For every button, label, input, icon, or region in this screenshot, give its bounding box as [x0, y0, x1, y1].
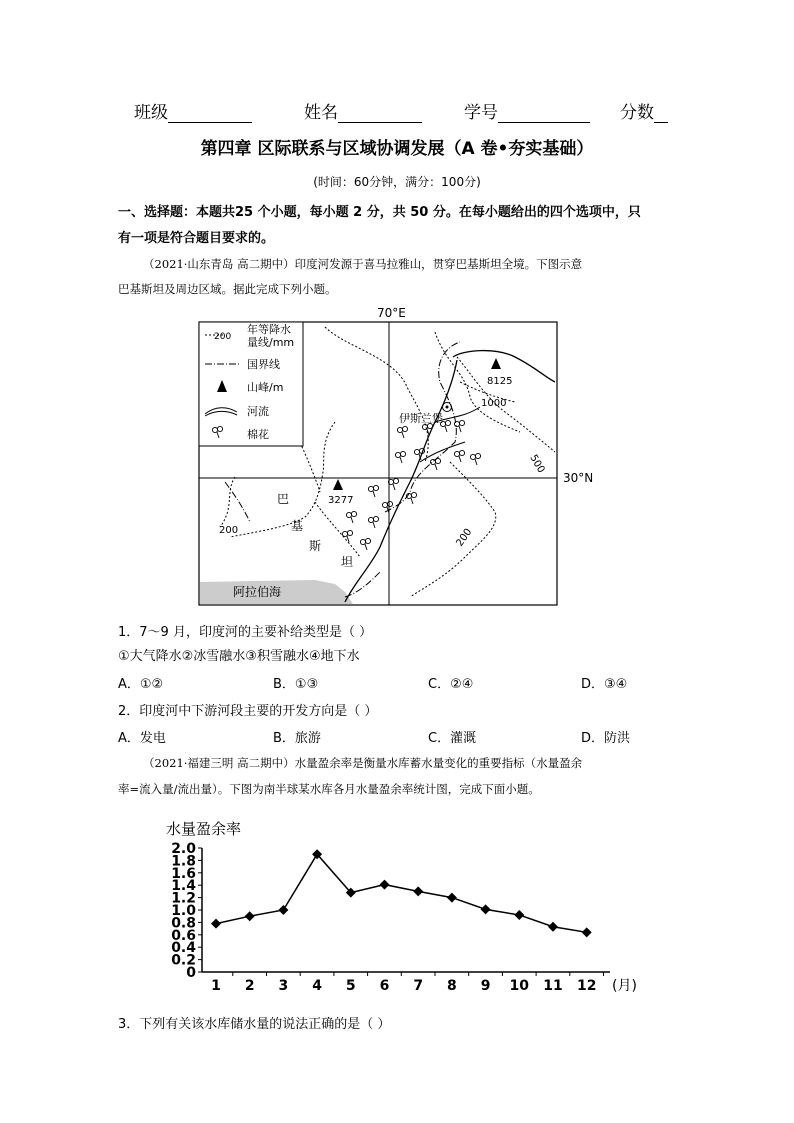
data-point [582, 927, 592, 937]
section-instructions-line1: 一、选择题：本题共25 个小题，每小题 2 分，共 50 分。在每小题给出的四个选项中，只 [118, 205, 641, 220]
country-char-2: 基 [291, 519, 304, 533]
y-tick-label: 0 [186, 965, 196, 981]
student-id-label: 学号 [464, 103, 498, 123]
q2-stem: 2．印度河中下游河段主要的开发方向是（ ） [118, 704, 378, 719]
q1-stem: 1．7～9 月，印度河的主要补给类型是（ ） [118, 625, 373, 640]
y-tick-label: 0.6 [171, 927, 196, 944]
chart-title: 水量盈余率 [166, 820, 242, 838]
y-tick-label: 1.0 [171, 903, 196, 919]
x-tick-label: 11 [543, 978, 563, 994]
legend-isoline-unit: 量线/mm [247, 336, 295, 349]
y-tick-label: 1.4 [171, 878, 196, 895]
y-tick-label: 0.2 [171, 952, 196, 969]
peak1-label: 8125 [487, 376, 513, 387]
pakistan-map [195, 302, 605, 608]
passage1-line1: （2021·山东青岛 高二期中）印度河发源于喜马拉雅山，贯穿巴基斯坦全境。下图示意 [143, 257, 583, 271]
data-point [380, 880, 390, 890]
country-char-3: 斯 [309, 539, 322, 553]
q1-option-b[interactable]: B．①③ [273, 677, 319, 692]
x-tick-label: 7 [413, 978, 424, 994]
q1-option-c[interactable]: C．②④ [428, 677, 474, 692]
q1-option-a[interactable]: A．①② [118, 677, 164, 692]
student-id-blank[interactable] [498, 106, 590, 123]
data-point [514, 910, 524, 920]
iso-500-label: 500 [527, 453, 547, 476]
class-label: 班级 [134, 103, 168, 123]
data-point [245, 911, 255, 921]
x-tick-label: 12 [576, 978, 597, 994]
y-tick-label: 1.2 [171, 890, 196, 907]
q2-option-b[interactable]: B．旅游 [273, 731, 321, 746]
passage1-line2: 巴基斯坦及周边区域。据此完成下列小题。 [118, 282, 337, 296]
peak2-label: 3277 [328, 495, 354, 506]
legend-river-label: 河流 [247, 405, 269, 418]
x-tick-label: 1 [211, 978, 221, 994]
data-point [413, 886, 423, 896]
q2-option-c[interactable]: C．灌溉 [428, 731, 477, 746]
section-instructions-line2: 有一项是符合题目要求的。 [118, 231, 275, 246]
data-point [447, 893, 457, 903]
passage2-line2: 率=流入量/流出量）。下图为南半球某水库各月水量盈余率统计图，完成下面小题。 [118, 782, 540, 796]
y-tick-label: 0.4 [171, 940, 196, 957]
legend-peak-label: 山峰/m [247, 381, 284, 394]
data-point [481, 904, 491, 914]
x-tick-label: 5 [345, 978, 356, 994]
x-tick-label: 4 [312, 978, 322, 994]
data-point [278, 905, 288, 915]
legend-cotton-label: 棉花 [247, 428, 269, 441]
legend-isoline-value: 200 [214, 332, 232, 342]
x-tick-label: 3 [278, 978, 289, 994]
score-blank[interactable] [654, 106, 668, 123]
y-tick-label: 0.8 [171, 915, 196, 932]
data-point [211, 919, 221, 929]
q1-option-d[interactable]: D．③④ [581, 677, 628, 692]
x-axis-label: (月) [612, 978, 637, 994]
score-field[interactable] [620, 98, 668, 123]
city-label: 伊斯兰堡 [399, 412, 443, 425]
q2-option-a[interactable]: A．发电 [118, 731, 166, 746]
q3-stem: 3．下列有关该水库储水量的说法正确的是（ ） [118, 1017, 391, 1032]
x-axis [202, 972, 610, 994]
sea-label: 阿拉伯海 [233, 585, 282, 599]
legend-border-label: 国界线 [247, 358, 280, 371]
name-field[interactable] [304, 98, 422, 123]
x-tick-label: 2 [244, 978, 255, 994]
y-tick-label: 2.0 [171, 841, 196, 857]
data-point [548, 922, 558, 932]
student-id-field[interactable] [464, 98, 590, 123]
data-markers [211, 849, 592, 937]
legend-isoline-label: 年等降水 [247, 323, 291, 336]
country-char-1: 巴 [277, 492, 290, 506]
y-tick-label: 1.8 [171, 853, 196, 870]
q2-option-d[interactable]: D．防洪 [581, 731, 631, 746]
x-tick-label: 6 [379, 978, 390, 994]
x-tick-label: 8 [447, 978, 457, 994]
lon-label: 70°E [377, 306, 406, 320]
lat-label: 30°N [563, 471, 594, 485]
iso-200a-label: 200 [219, 525, 239, 536]
surplus-rate-chart [160, 812, 640, 1002]
q1-items: ①大气降水②冰雪融水③积雪融水④地下水 [118, 649, 360, 664]
class-blank[interactable] [168, 106, 252, 123]
passage2-line1: （2021·福建三明 高二期中）水量盈余率是衡量水库蓄水量变化的重要指标（水量盈余 [143, 756, 583, 770]
country-char-4: 坦 [341, 555, 354, 569]
chapter-title: 第四章 区际联系与区域协调发展（A 卷•夯实基础） [200, 139, 594, 159]
iso-1000-label: 1000 [481, 398, 507, 409]
x-tick-label: 9 [480, 978, 491, 994]
name-blank[interactable] [338, 106, 422, 123]
capital-dot [446, 406, 449, 409]
class-field[interactable] [134, 98, 252, 123]
series-line [216, 854, 587, 932]
iso-200b-label: 200 [454, 526, 475, 549]
score-label: 分数 [620, 103, 654, 123]
y-tick-label: 1.6 [171, 865, 196, 882]
exam-info: (时间：60分钟，满分：100分) [313, 175, 481, 189]
y-axis [171, 841, 202, 981]
x-tick-label: 10 [509, 978, 530, 994]
name-label: 姓名 [304, 103, 338, 123]
